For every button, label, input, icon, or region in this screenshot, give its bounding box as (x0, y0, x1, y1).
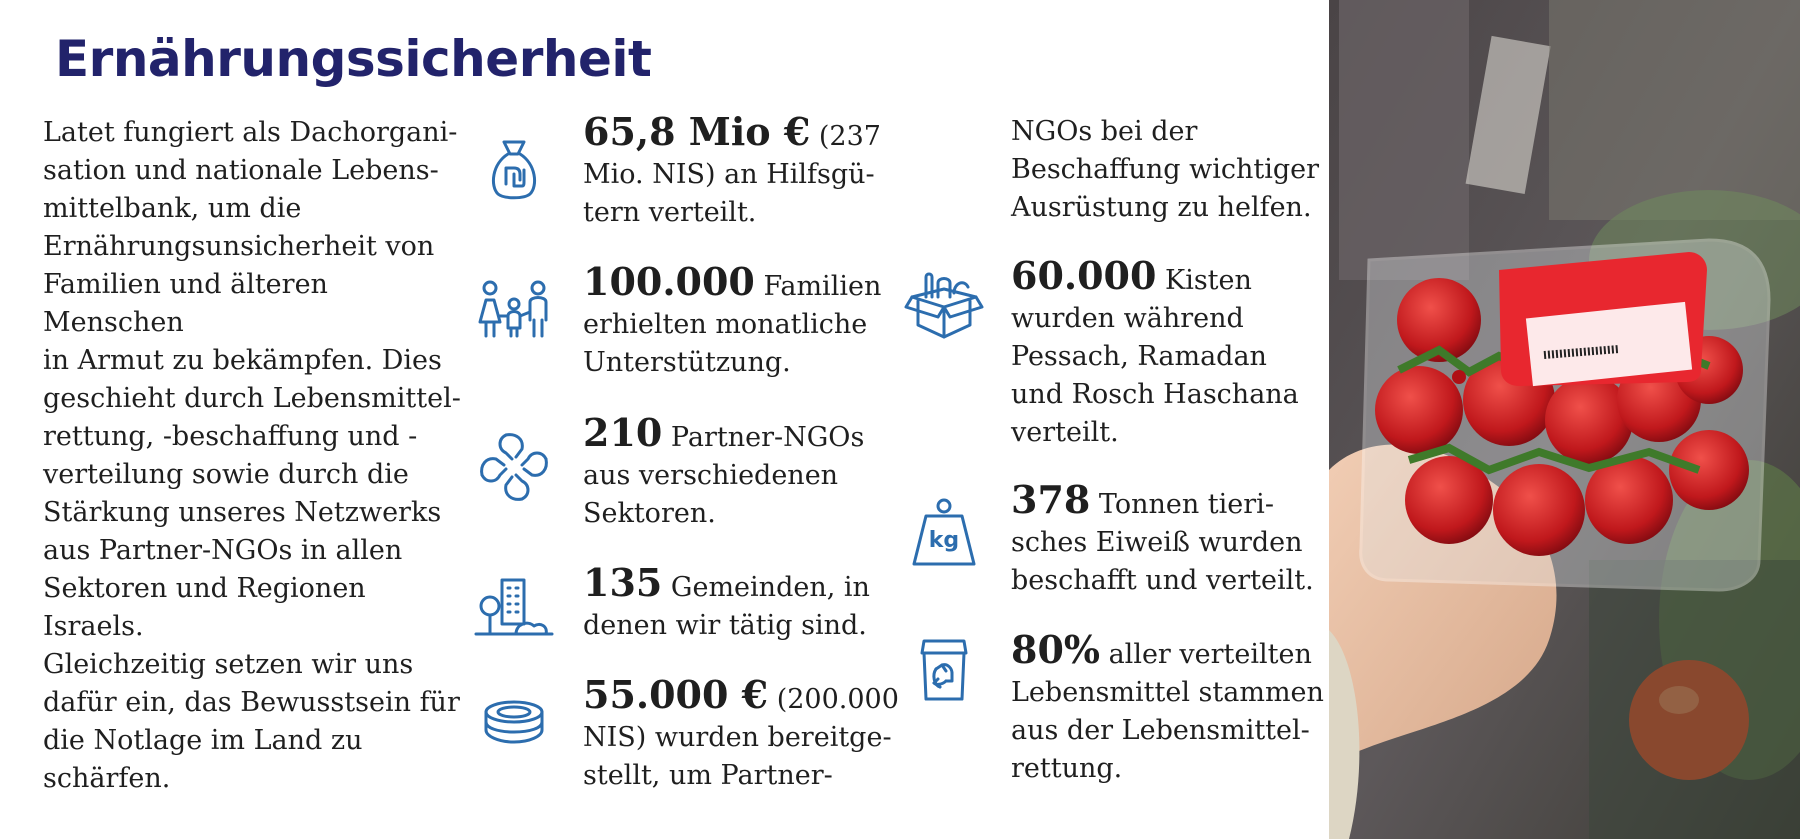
stat-text: Tonnen tieri- sches Eiweiß wurden beschafft und verteilt. (1011, 489, 1314, 596)
stat-highlight: 65,8 Mio € (583, 109, 811, 154)
stat-text: Familien erhielten monatliche Unterstützung. (583, 271, 882, 378)
strawberry-photo (1329, 0, 1800, 839)
stat-families (583, 259, 913, 382)
stat-text: Partner-NGOs aus verschiedenen Sektoren. (583, 422, 865, 529)
stat-highlight: 100.000 (583, 259, 755, 304)
stat-equipment-funding (583, 672, 913, 795)
stat-text: Kisten wurden während Pessach, Ramadan und Rosch Haschana verteilt. (1011, 265, 1299, 448)
intro-paragraph: Latet fungiert als Dachorgani- sation und nationale Lebens- mittelbank, um die Ernährungsunsicherheit von Familien und älteren Menschen in Armut zu bekämpfen. Dies geschieht durch Lebensmittel- rettung, -beschaffung und - verteilung sowie durch die Stärkung unseres Netzwerks aus Partner-NGOs in allen Sektoren und Regionen Israels. Gleichzeitig setzen wir uns dafür ein, das Bewusstsein für die Notlage im Land zu schärfen. (43, 117, 461, 794)
stat-highlight: 55.000 € (583, 672, 769, 717)
family-icon (472, 272, 556, 356)
joined-hands-icon (472, 425, 556, 509)
stat-text: (200.000 NIS) wurden bereitge- stellt, um Partner- (583, 684, 899, 791)
kg-label: kg (928, 528, 960, 553)
stat-protein-tons (1011, 477, 1331, 600)
coin-stack-icon (472, 680, 556, 764)
stat-food-rescue-share (1011, 627, 1331, 788)
stat-holiday-boxes (1011, 253, 1331, 452)
stat-text: aller verteilten Lebensmittel stammen aus der Lebensmittel- rettung. (1011, 639, 1324, 784)
stat-highlight: 378 (1011, 477, 1091, 522)
money-bag-shekel-icon (472, 128, 556, 212)
food-box-icon (902, 263, 986, 347)
stat-partner-ngos (583, 410, 913, 533)
stat-highlight: 60.000 (1011, 253, 1157, 298)
stat-highlight: 135 (583, 560, 663, 605)
stat-highlight: 210 (583, 410, 663, 455)
stat-text: Gemeinden, in denen wir tätig sind. (583, 572, 870, 641)
kg-weight-icon (902, 494, 986, 578)
stat-aid-value (583, 109, 913, 232)
town-buildings-icon (472, 568, 556, 652)
recycling-bin-icon (902, 629, 986, 713)
stat-text: NGOs bei der Beschaffung wichtiger Ausrüstung zu helfen. (1011, 116, 1320, 223)
stat-text: (237 Mio. NIS) an Hilfsgü- tern verteilt. (583, 121, 881, 228)
page-title: Ernährungssicherheit (55, 30, 652, 88)
stat-equipment-funding-continued (1011, 113, 1331, 227)
stat-highlight: 80% (1011, 627, 1100, 672)
stat-communities (583, 560, 913, 645)
